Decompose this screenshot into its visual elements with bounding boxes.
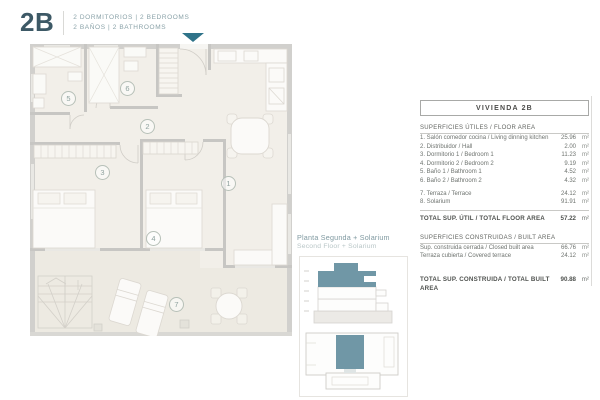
area-row — [420, 160, 589, 169]
area-row — [420, 151, 589, 160]
plan-caption-es: Planta Segunda + Solarium — [297, 233, 390, 242]
building-section-diagram — [300, 257, 405, 329]
area-value: 25.96 — [560, 135, 576, 141]
area-row — [420, 252, 589, 261]
header-subtitle — [73, 9, 189, 32]
area-row — [420, 198, 589, 207]
floor-plan-drawing — [30, 44, 292, 336]
area-label: 8. Solarium — [420, 199, 451, 206]
area-unit: m² — [582, 160, 589, 167]
area-value: 4.52 — [564, 169, 576, 176]
area-label: 7. Terraza / Terrace — [420, 190, 472, 197]
total-unit: m² — [581, 214, 589, 222]
area-table — [420, 100, 589, 293]
area-unit: m² — [582, 177, 589, 184]
built-area-heading: SUPERFICIES CONSTRUIDAS / BUILT AREA — [420, 235, 589, 244]
area-row — [420, 134, 589, 143]
area-value: 4.32 — [564, 177, 576, 184]
area-value: 2.00 — [564, 143, 576, 150]
area-label: 2. Distribuidor / Hall — [420, 143, 473, 150]
area-value: 91.91 — [560, 199, 576, 206]
area-label: 1. Salón comedor cocina / Living dinning kitchen — [420, 135, 549, 141]
room-badge-bathroom1: 5 — [61, 91, 76, 106]
total-value: 90.88 — [560, 275, 576, 283]
area-label: 4. Dormitorio 2 / Bedroom 2 — [420, 160, 494, 167]
area-label: Terraza cubierta / Covered terrace — [420, 253, 512, 260]
area-row — [420, 244, 589, 253]
floor-area-total — [420, 210, 589, 223]
built-area-total — [420, 275, 589, 293]
area-row — [420, 190, 589, 199]
area-value: 24.12 — [560, 253, 576, 260]
header — [20, 9, 189, 35]
area-row — [420, 143, 589, 152]
area-value: 24.12 — [560, 190, 576, 197]
area-row — [420, 168, 589, 177]
room-badge-hall: 2 — [140, 119, 155, 134]
page-edge-line — [591, 96, 592, 286]
plan-caption — [297, 233, 390, 251]
area-unit: m² — [582, 190, 589, 197]
floor-plan — [30, 44, 292, 336]
area-label: 6. Baño 2 / Bathroom 2 — [420, 177, 482, 184]
area-value: 9.19 — [564, 160, 576, 167]
area-label: 5. Baño 1 / Bathroom 1 — [420, 169, 482, 176]
bedrooms-label: 2 DORMITORIOS | 2 BEDROOMS — [73, 14, 190, 21]
room-badge-bedroom2: 4 — [146, 231, 161, 246]
room-badge-bedroom1: 3 — [95, 165, 110, 180]
table-title: VIVIENDA 2B — [420, 100, 589, 116]
entrance-marker-icon — [182, 33, 204, 42]
plan-caption-en: Second Floor + Solarium — [297, 243, 377, 250]
total-label: TOTAL SUP. ÚTIL / TOTAL FLOOR AREA — [420, 214, 545, 222]
area-label: 3. Dormitorio 1 / Bedroom 1 — [420, 152, 494, 159]
area-unit: m² — [582, 143, 589, 150]
room-badge-terrace: 7 — [169, 297, 184, 312]
area-unit: m² — [582, 135, 589, 141]
total-label: TOTAL SUP. CONSTRUIDA / TOTAL BUILT AREA — [420, 275, 550, 292]
bathrooms-label: 2 BAÑOS | 2 BATHROOMS — [73, 23, 167, 31]
area-unit: m² — [582, 169, 589, 176]
area-row — [420, 177, 589, 186]
key-diagrams — [299, 256, 408, 397]
area-value: 66.76 — [560, 244, 576, 251]
area-value: 11.23 — [561, 152, 576, 159]
area-unit: m² — [582, 244, 589, 251]
area-unit: m² — [582, 253, 589, 260]
total-value: 57.22 — [560, 214, 576, 222]
unit-code: 2B — [20, 7, 55, 37]
room-badge-living: 1 — [221, 176, 236, 191]
floor-area-heading: SUPERFICIES ÚTILES / FLOOR AREA — [420, 125, 589, 134]
site-plan-diagram — [300, 329, 405, 393]
room-badge-bathroom2: 6 — [120, 81, 135, 96]
area-unit: m² — [582, 152, 589, 159]
header-divider — [63, 11, 64, 35]
area-unit: m² — [582, 199, 589, 206]
total-unit: m² — [581, 275, 589, 283]
area-label: Sup. construida cerrada / Closed built area — [420, 244, 534, 251]
